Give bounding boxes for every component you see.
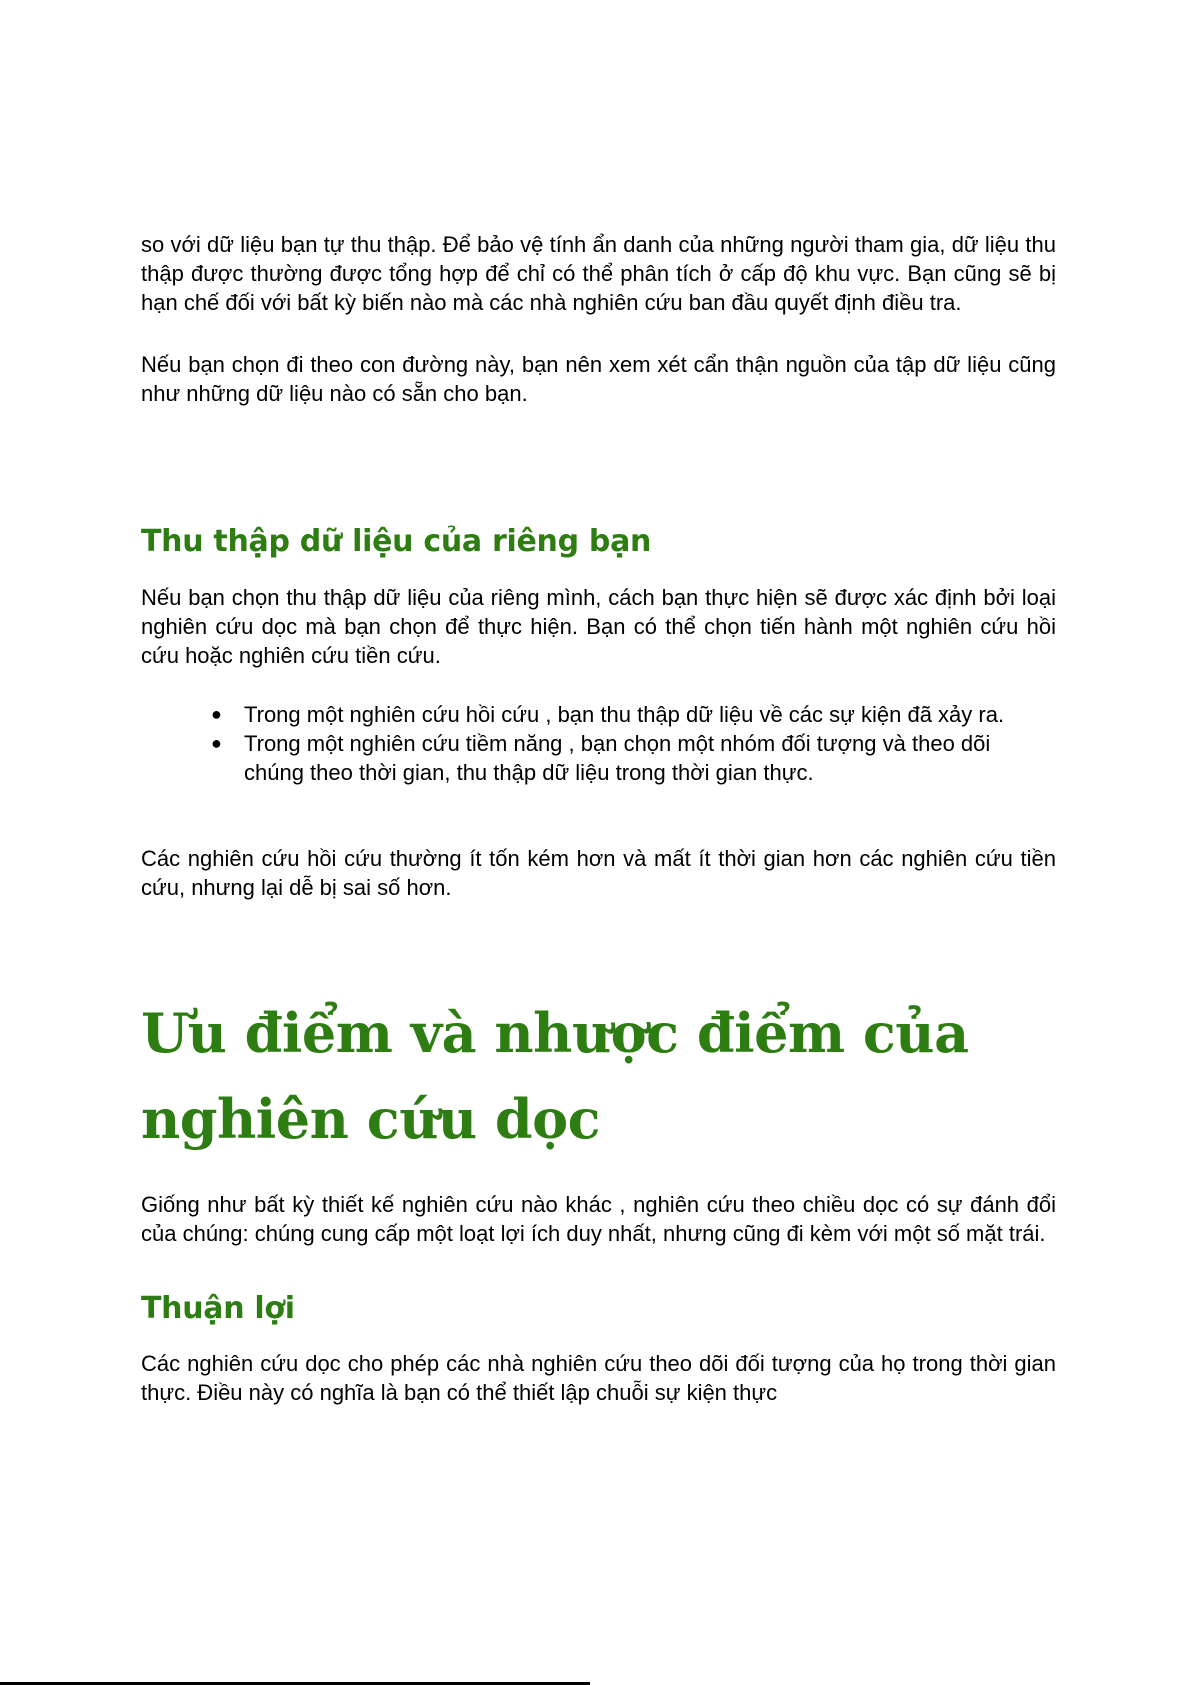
paragraph-retrospective-cost: Các nghiên cứu hồi cứu thường ít tốn kém hơn và mất ít thời gian hơn các nghiên cứu tiền cứu, nhưng lại dễ bị sai số hơn. bbox=[141, 846, 1056, 900]
paragraph-collect-own: Nếu bạn chọn thu thập dữ liệu của riêng mình, cách bạn thực hiện sẽ được xác định bởi loại nghiên cứu dọc mà bạn chọn để thực hiện. Bạn có thể chọn tiến hành một nghiên cứu hồi cứu hoặc nghiên cứu tiền cứu. bbox=[141, 585, 1056, 668]
bullet-icon: ● bbox=[211, 704, 222, 724]
bullet-icon: ● bbox=[211, 733, 222, 753]
paragraph-dataset-source: Nếu bạn chọn đi theo con đường này, bạn nên xem xét cẩn thận nguồn của tập dữ liệu cũng như những dữ liệu nào có sẵn cho bạn. bbox=[141, 352, 1056, 406]
paragraph-advantages: Các nghiên cứu dọc cho phép các nhà nghiên cứu theo dõi đối tượng của họ trong thời gian thực. Điều này có nghĩa là bạn có thể thiết lập chuỗi sự kiện thực bbox=[141, 1351, 1056, 1405]
list-item-text: Trong một nghiên cứu hồi cứu , bạn thu thập dữ liệu về các sự kiện đã xảy ra. bbox=[244, 702, 1005, 727]
heading-advantages: Thuận lợi bbox=[141, 1291, 295, 1326]
list-item-text: Trong một nghiên cứu tiềm năng , bạn chọn một nhóm đối tượng và theo dõi chúng theo thời gian, thu thập dữ liệu trong thời gian thực. bbox=[244, 731, 991, 785]
document-page bbox=[141, 230, 1056, 1407]
list-item bbox=[211, 729, 1056, 787]
heading-collect-own-data: Thu thập dữ liệu của riêng bạn bbox=[141, 524, 652, 559]
paragraph-tradeoffs: Giống như bất kỳ thiết kế nghiên cứu nào khác , nghiên cứu theo chiều dọc có sự đánh đổi của chúng: chúng cung cấp một loạt lợi ích duy nhất, nhưng cũng đi kèm với một số mặt trái. bbox=[141, 1192, 1056, 1246]
paragraph-anonymity: so với dữ liệu bạn tự thu thập. Để bảo vệ tính ẩn danh của những người tham gia, dữ liệu thu thập được thường được tổng hợp để chỉ có thể phân tích ở cấp độ khu vực. Bạn cũng sẽ bị hạn chế đối với bất kỳ biến nào mà các nhà nghiên cứu ban đầu quyết định điều tra. bbox=[141, 232, 1056, 315]
study-type-list bbox=[141, 700, 1056, 787]
heading-pros-cons: Ưu điểm và nhược điểm của nghiên cứu dọc bbox=[141, 1001, 969, 1151]
list-item bbox=[211, 700, 1056, 729]
